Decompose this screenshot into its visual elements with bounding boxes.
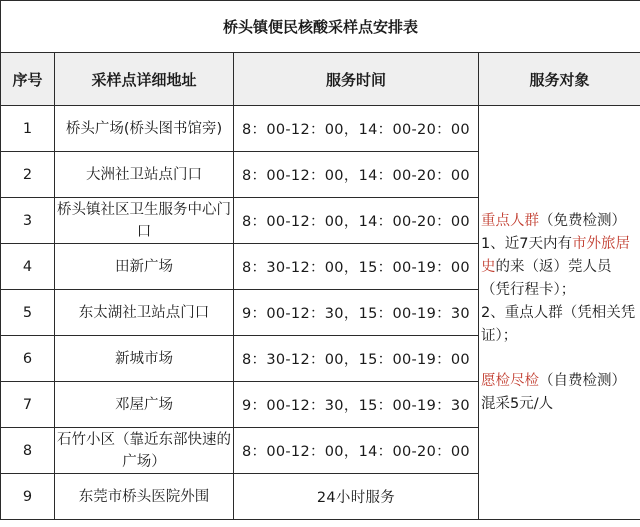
row-seq: 6 xyxy=(1,336,55,382)
row-address: 新城市场 xyxy=(55,336,234,382)
row-time: 8：30-12：00，15：00-19：00 xyxy=(234,336,479,382)
row-address: 邓屋广场 xyxy=(55,382,234,428)
row-address: 桥头广场(桥头图书馆旁) xyxy=(55,106,234,152)
target-item1-highlight: 市外旅居史 xyxy=(481,235,630,275)
title-row xyxy=(1,1,640,53)
row-time: 8：00-12：00，14：00-20：00 xyxy=(234,198,479,244)
row-seq: 3 xyxy=(1,198,55,244)
row-time: 8：00-12：00，14：00-20：00 xyxy=(234,106,479,152)
target-group1-note: （免费检测） xyxy=(539,212,626,229)
table-title: 桥头镇便民核酸采样点安排表 xyxy=(1,1,640,53)
row-address: 东莞市桥头医院外围 xyxy=(55,474,234,520)
header-time: 服务时间 xyxy=(234,53,479,106)
row-address: 石竹小区（靠近东部快速的广场） xyxy=(55,428,234,474)
header-address: 采样点详细地址 xyxy=(55,53,234,106)
target-item2: 2、重点人群（凭相关凭证）； xyxy=(481,304,636,344)
target-group2-note: （自费检测） xyxy=(539,372,626,389)
row-seq: 8 xyxy=(1,428,55,474)
row-address: 大洲社卫站点门口 xyxy=(55,152,234,198)
header-target: 服务对象 xyxy=(479,53,640,106)
service-target-cell xyxy=(479,106,640,520)
row-seq: 4 xyxy=(1,244,55,290)
row-time: 9：00-12：30，15：00-19：30 xyxy=(234,290,479,336)
row-time: 8：00-12：00，14：00-20：00 xyxy=(234,428,479,474)
row-seq: 5 xyxy=(1,290,55,336)
row-time: 8：30-12：00，15：00-19：00 xyxy=(234,244,479,290)
row-seq: 9 xyxy=(1,474,55,520)
row-seq: 2 xyxy=(1,152,55,198)
row-address: 桥头镇社区卫生服务中心门口 xyxy=(55,198,234,244)
target-price: 混采5元/人 xyxy=(481,395,554,412)
row-seq: 1 xyxy=(1,106,55,152)
row-time: 8：00-12：00，14：00-20：00 xyxy=(234,152,479,198)
row-address: 东太湖社卫站点门口 xyxy=(55,290,234,336)
target-group2-title: 愿检尽检 xyxy=(481,372,539,389)
table-row xyxy=(1,106,640,152)
target-item1-suffix: 的来（返）莞人员（凭行程卡）； xyxy=(481,258,612,298)
header-seq: 序号 xyxy=(1,53,55,106)
target-item1-prefix: 1、近7天内有 xyxy=(481,235,572,252)
header-row xyxy=(1,53,640,106)
row-address: 田新广场 xyxy=(55,244,234,290)
row-time: 9：00-12：30，15：00-19：30 xyxy=(234,382,479,428)
row-seq: 7 xyxy=(1,382,55,428)
target-group1-title: 重点人群 xyxy=(481,212,539,229)
row-time: 24小时服务 xyxy=(234,474,479,520)
